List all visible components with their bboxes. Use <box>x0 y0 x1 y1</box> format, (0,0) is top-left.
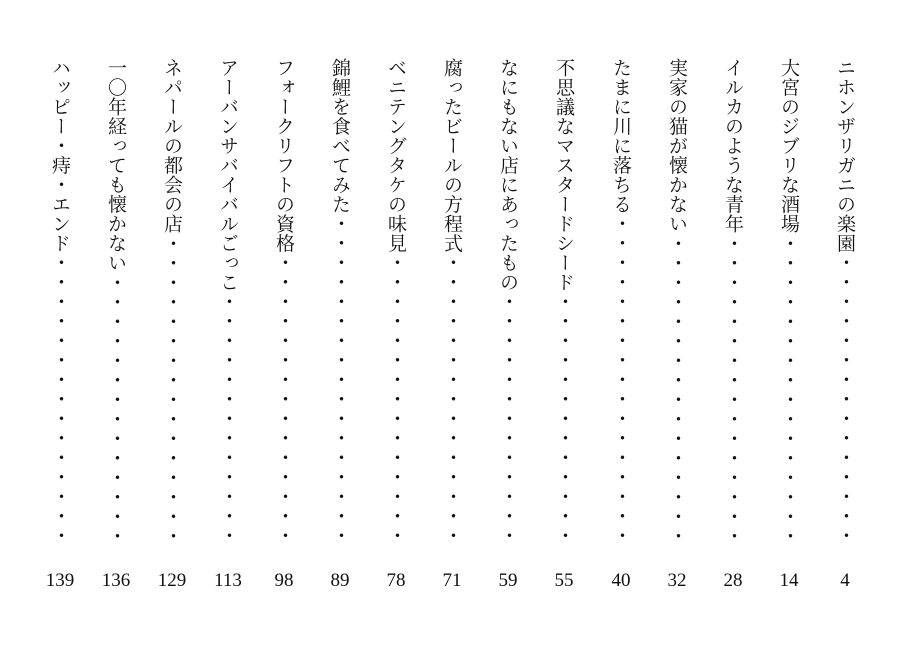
toc-entry-title-line <box>832 58 858 546</box>
toc-entry-title-line <box>47 58 73 546</box>
dot-leader: ・・・・・・・・・・・・・ <box>553 292 575 546</box>
toc-entry <box>271 58 297 598</box>
dot-leader: ・・・・・・・・・・・・・ <box>217 292 239 546</box>
toc-entry-page-number: 4 <box>840 570 850 591</box>
toc-entry-title: ニホンザリガニの楽園 <box>834 58 856 253</box>
toc-entry-page-number: 14 <box>779 570 799 591</box>
toc-entry-title: ベニテングタケの味見 <box>385 58 407 253</box>
toc-entry-title: アーバンサバイバルごっこ <box>217 58 239 292</box>
toc-entry <box>495 58 521 598</box>
toc-entry-title-line <box>776 58 802 546</box>
dot-leader: ・・・・・・・・・・・・・・・ <box>385 253 407 546</box>
dot-leader: ・・・・・・・・・・・・・・・・ <box>161 233 183 546</box>
toc-entry-title: イルカのような青年 <box>722 58 744 234</box>
dot-leader: ・・・・・・・・・・・・・・・ <box>49 253 71 546</box>
toc-entry-title: たまに川に落ちる <box>610 58 632 214</box>
toc-entry <box>776 58 802 598</box>
toc-entry-title-line <box>215 58 241 546</box>
toc-entry-title: 腐ったビールの方程式 <box>441 58 463 253</box>
toc-entry <box>720 58 746 598</box>
dot-leader: ・・・・・・・・・・・・・・ <box>105 272 127 546</box>
toc-entry-page-number: 71 <box>442 570 462 591</box>
toc-entry <box>215 58 241 598</box>
toc-entry-title: ハッピー・痔・エンド <box>49 58 71 253</box>
toc-entry-title: フォークリフトの資格 <box>273 58 295 253</box>
toc-entry-page-number: 55 <box>554 570 574 591</box>
toc-entry <box>47 58 73 598</box>
toc-entry <box>327 58 353 598</box>
toc-entry-title: 不思議なマスタードシード <box>553 58 575 292</box>
toc-entry-title-line <box>383 58 409 546</box>
dot-leader: ・・・・・・・・・・・・・・・・・ <box>329 214 351 546</box>
toc-entry-title: なにもない店にあったもの <box>497 58 519 292</box>
toc-entry-page-number: 139 <box>45 570 75 591</box>
toc-entry-page-number: 78 <box>386 570 406 591</box>
toc-entry-title-line <box>608 58 634 546</box>
toc-entry <box>832 58 858 598</box>
toc-entry-page-number: 129 <box>157 570 187 591</box>
toc-entry-title-line <box>439 58 465 546</box>
toc-entry-page-number: 89 <box>330 570 350 591</box>
dot-leader: ・・・・・・・・・・・・・・・・ <box>722 233 744 546</box>
toc-entry <box>551 58 577 598</box>
dot-leader: ・・・・・・・・・・・・・・・ <box>441 253 463 546</box>
toc-entry-title-line <box>664 58 690 546</box>
toc-entry-page-number: 28 <box>723 570 743 591</box>
toc-entry-title-line <box>551 58 577 546</box>
toc-entry <box>608 58 634 598</box>
toc-entry-title: 大宮のジブリな酒場 <box>778 58 800 234</box>
toc-entry-title: ネパールの都会の店 <box>161 58 183 234</box>
dot-leader: ・・・・・・・・・・・・・・・・・ <box>610 214 632 546</box>
dot-leader: ・・・・・・・・・・・・・・・ <box>834 253 856 546</box>
toc-entry-page-number: 59 <box>498 570 518 591</box>
toc-entry <box>383 58 409 598</box>
toc-entry <box>664 58 690 598</box>
toc-entry <box>103 58 129 598</box>
dot-leader: ・・・・・・・・・・・・・・・ <box>273 253 295 546</box>
toc-entry-title-line <box>159 58 185 546</box>
toc-entry <box>159 58 185 598</box>
dot-leader: ・・・・・・・・・・・・・・・・ <box>666 233 688 546</box>
toc-entry-title-line <box>495 58 521 546</box>
toc-entry <box>439 58 465 598</box>
toc-entry-page-number: 136 <box>101 570 131 591</box>
toc-entry-page-number: 32 <box>667 570 687 591</box>
toc-entry-page-number: 40 <box>611 570 631 591</box>
toc-entry-title: 一〇年経っても懐かない <box>105 58 127 273</box>
toc-entry-title-line <box>271 58 297 546</box>
toc-entry-title-line <box>103 58 129 546</box>
toc-entry-title: 実家の猫が懐かない <box>666 58 688 234</box>
toc-entry-title-line <box>720 58 746 546</box>
toc-entry-title: 錦鯉を食べてみた <box>329 58 351 214</box>
dot-leader: ・・・・・・・・・・・・・ <box>497 292 519 546</box>
toc-entry-page-number: 98 <box>274 570 294 591</box>
dot-leader: ・・・・・・・・・・・・・・・・ <box>778 233 800 546</box>
toc-entry-title-line <box>327 58 353 546</box>
toc-entry-page-number: 113 <box>214 570 242 591</box>
